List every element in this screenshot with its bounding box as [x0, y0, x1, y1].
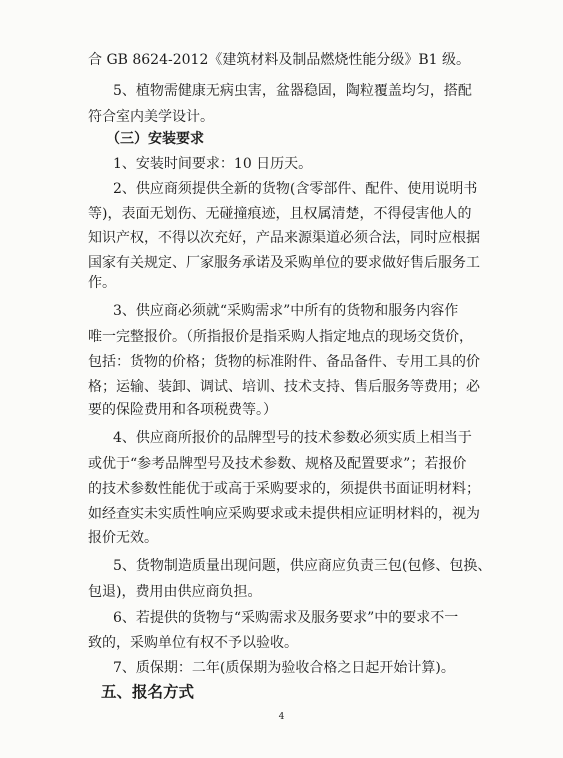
- text-line: 包括：货物的价格；货物的标准附件、备品备件、专用工具的价: [88, 354, 480, 370]
- page-number: 4: [278, 712, 285, 722]
- item-7-warranty-period: 7、质保期：二年(质保期为验收合格之日起开始计算)。: [113, 660, 455, 676]
- text-line: 知识产权，不得以次充好，产品来源渠道必须合法，同时应根据: [88, 230, 480, 246]
- section-heading-install-requirements: （三）安装要求: [106, 131, 204, 147]
- text-line: 的技术参数性能优于或高于采购要求的，须提供书面证明材料；: [88, 481, 480, 497]
- text-line: 如经查实未实质性响应采购要求或未提供相应证明材料的，视为: [88, 506, 480, 522]
- text-line: 致的，采购单位有权不予以验收。: [88, 635, 298, 651]
- text-line: 唯一完整报价。（所指报价是指采购人指定地点的现场交货价，: [88, 329, 473, 345]
- text-line: 格；运输、装卸、调试、培训、技术支持、售后服务等费用；必: [88, 379, 480, 395]
- text-line: 或优于“参考品牌型号及技术参数、规格及配置要求”；若报价: [88, 456, 467, 472]
- text-line-continuation: 合 GB 8624-2012《建筑材料及制品燃烧性能分级》B1 级。: [88, 52, 471, 68]
- text-line: 报价无效。: [88, 530, 158, 546]
- text-line: 国家有关规定、厂家服务承诺及采购单位的要求做好售后服务工: [88, 255, 480, 271]
- item-5-plants: 5、植物需健康无病虫害，盆器稳固，陶粒覆盖均匀，搭配: [113, 83, 472, 99]
- section-heading-registration: 五、报名方式: [101, 682, 195, 701]
- item-3-complete-quote: 3、供应商必须就“采购需求”中所有的货物和服务内容作: [113, 303, 459, 319]
- text-line: 符合室内美学设计。: [88, 109, 214, 125]
- item-1-install-time: 1、安装时间要求：10 日历天。: [113, 156, 313, 172]
- text-line: 等)，表面无划伤、无碰撞痕迹，且权属清楚，不得侵害他人的: [88, 206, 472, 222]
- item-2-new-goods: 2、供应商须提供全新的货物(含零部件、配件、使用说明书: [113, 181, 478, 197]
- text-line: 作。: [88, 275, 116, 291]
- item-4-technical-params: 4、供应商所报价的品牌型号的技术参数必须实质上相当于: [113, 430, 472, 446]
- item-6-nonconforming-goods: 6、若提供的货物与“采购需求及服务要求”中的要求不一: [113, 610, 459, 626]
- text-line: 要的保险费用和各项税费等。）: [88, 402, 277, 418]
- text-line: 包退)，费用由供应商负担。: [88, 584, 262, 600]
- item-5-quality-warranty: 5、货物制造质量出现问题，供应商应负责三包(包修、包换、: [113, 558, 492, 574]
